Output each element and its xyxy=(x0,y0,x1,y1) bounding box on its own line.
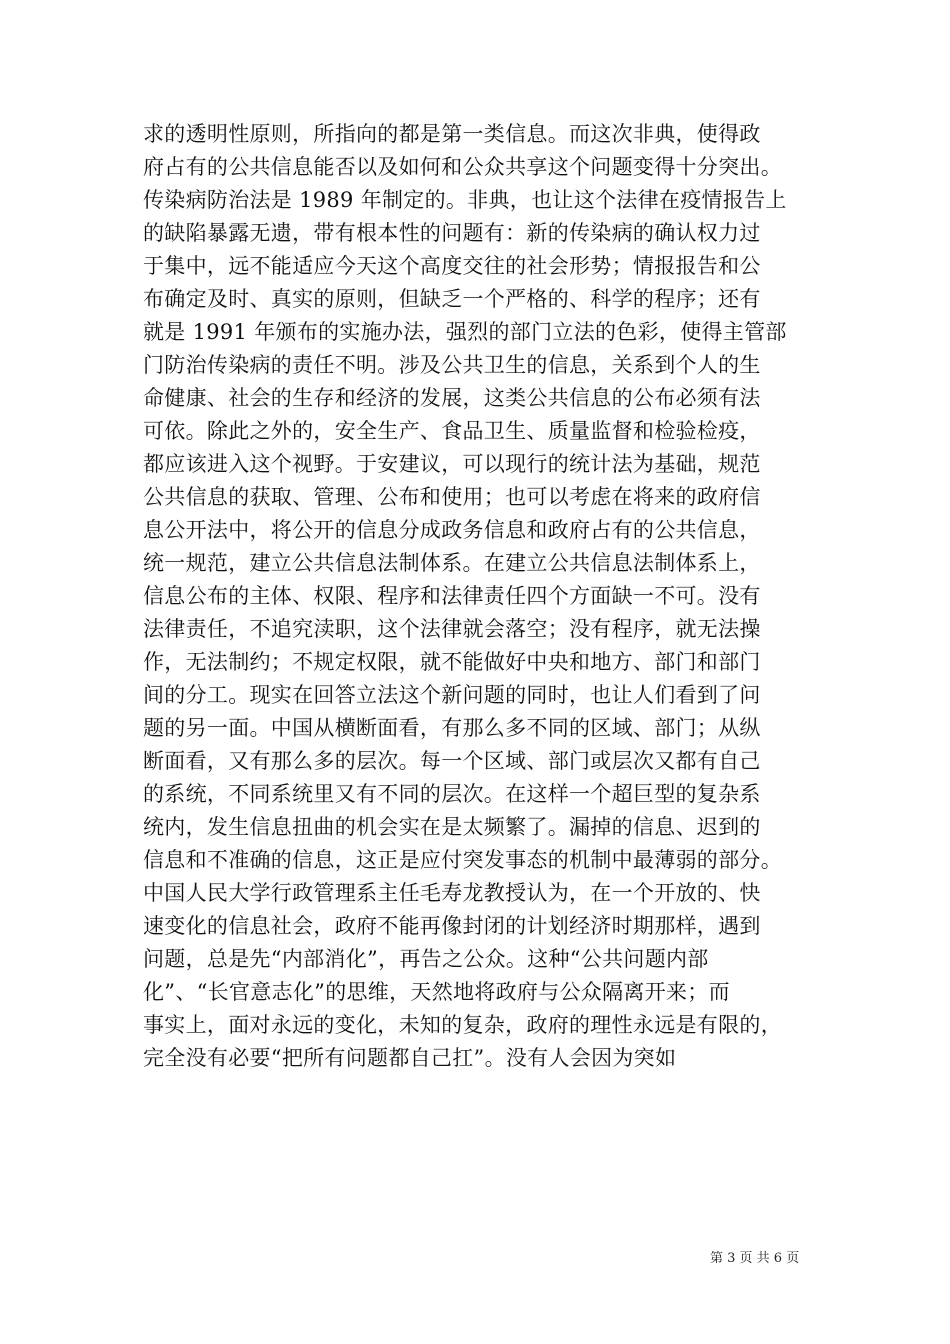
text-line: 统内，发生信息扭曲的机会实在是太频繁了。漏掉的信息、迟到的 xyxy=(143,815,761,839)
text-line: 速变化的信息社会，政府不能再像封闭的计划经济时期那样，遇到 xyxy=(143,914,761,938)
text-line: 求的透明性原则，所指向的都是第一类信息。而这次非典，使得政 xyxy=(143,122,761,146)
text-line: 断面看，又有那么多的层次。每一个区域、部门或层次又都有自己 xyxy=(143,749,761,773)
text-line: 都应该进入这个视野。于安建议，可以现行的统计法为基础，规范 xyxy=(143,452,761,476)
body-text xyxy=(143,118,823,1075)
text-line: 府占有的公共信息能否以及如何和公众共享这个问题变得十分突出。 xyxy=(143,155,782,179)
text-line: 门防治传染病的责任不明。涉及公共卫生的信息，关系到个人的生 xyxy=(143,353,761,377)
text-line: 于集中，远不能适应今天这个高度交往的社会形势；情报报告和公 xyxy=(143,254,761,278)
text-line: 事实上，面对永远的变化，未知的复杂，政府的理性永远是有限的， xyxy=(143,1013,782,1037)
text-line: 间的分工。现实在回答立法这个新问题的同时，也让人们看到了问 xyxy=(143,683,761,707)
text-line: 可依。除此之外的，安全生产、食品卫生、质量监督和检验检疫， xyxy=(143,419,761,443)
text-line: 就是 1991 年颁布的实施办法，强烈的部门立法的色彩，使得主管部 xyxy=(143,320,787,344)
text-line: 信息和不准确的信息，这正是应付突发事态的机制中最薄弱的部分。 xyxy=(143,848,782,872)
text-line: 的系统，不同系统里又有不同的层次。在这样一个超巨型的复杂系 xyxy=(143,782,761,806)
text-line: 布确定及时、真实的原则，但缺乏一个严格的、科学的程序；还有 xyxy=(143,287,761,311)
text-line: 化”、“长官意志化”的思维，天然地将政府与公众隔离开来；而 xyxy=(143,980,730,1004)
page-number: 第 3 页 共 6 页 xyxy=(710,1251,800,1266)
text-line: 传染病防治法是 1989 年制定的。非典，也让这个法律在疫情报告上 xyxy=(143,188,787,212)
text-line: 息公开法中，将公开的信息分成政务信息和政府占有的公共信息， xyxy=(143,518,761,542)
text-line: 题的另一面。中国从横断面看，有那么多不同的区域、部门；从纵 xyxy=(143,716,761,740)
text-line: 命健康、社会的生存和经济的发展，这类公共信息的公布必须有法 xyxy=(143,386,761,410)
text-line: 信息公布的主体、权限、程序和法律责任四个方面缺一不可。没有 xyxy=(143,584,761,608)
text-line: 问题，总是先“内部消化”，再告之公众。这种“公共问题内部 xyxy=(143,947,709,971)
text-line: 作，无法制约；不规定权限，就不能做好中央和地方、部门和部门 xyxy=(143,650,761,674)
text-line: 的缺陷暴露无遗，带有根本性的问题有：新的传染病的确认权力过 xyxy=(143,221,761,245)
text-line: 统一规范，建立公共信息法制体系。在建立公共信息法制体系上， xyxy=(143,551,761,575)
text-line: 中国人民大学行政管理系主任毛寿龙教授认为，在一个开放的、快 xyxy=(143,881,761,905)
text-line: 法律责任，不追究渎职，这个法律就会落空；没有程序，就无法操 xyxy=(143,617,761,641)
text-line: 公共信息的获取、管理、公布和使用；也可以考虑在将来的政府信 xyxy=(143,485,761,509)
text-line: 完全没有必要“把所有问题都自己扛”。没有人会因为突如 xyxy=(143,1046,677,1070)
